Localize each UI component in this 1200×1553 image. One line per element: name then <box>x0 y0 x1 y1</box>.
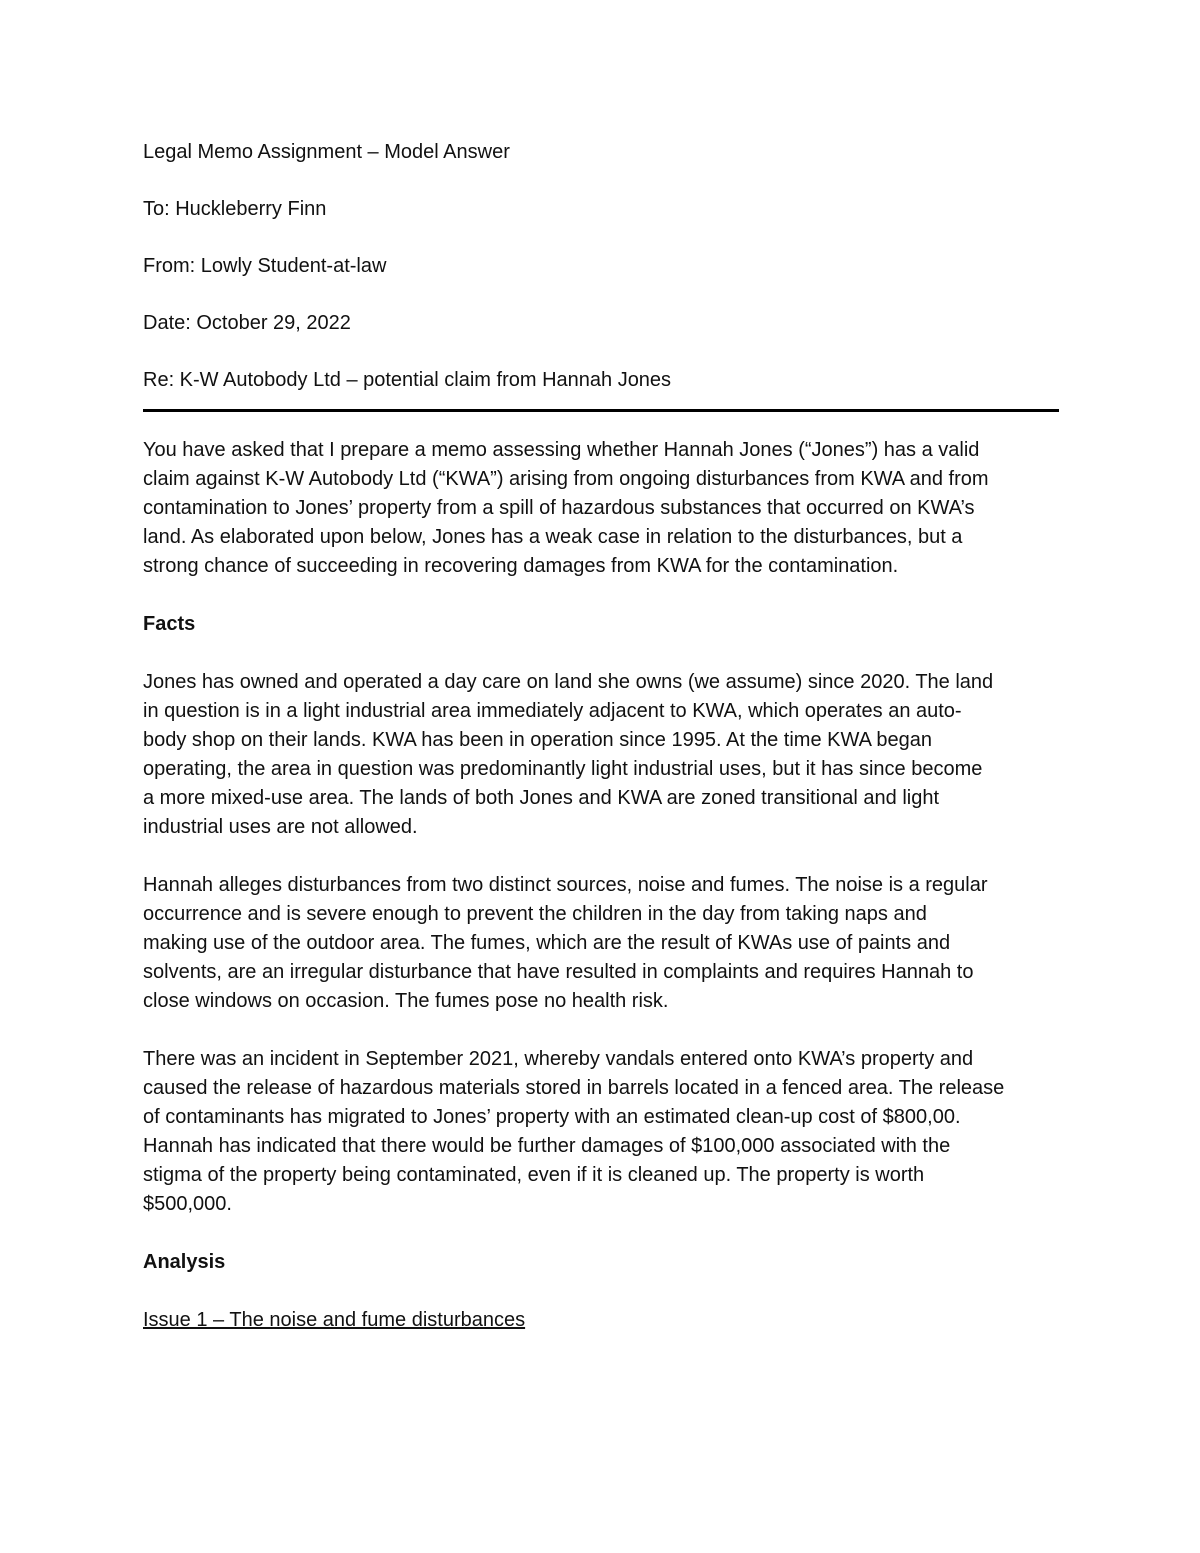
memo-page <box>143 138 1063 1335</box>
analysis-heading: Analysis <box>143 1251 226 1273</box>
header-divider <box>143 409 1059 412</box>
memo-re: Re: K-W Autobody Ltd – potential claim from Hannah Jones <box>143 369 672 391</box>
facts-line: solvents, are an irregular disturbance that have resulted in complaints and requires Hannah to <box>143 961 974 983</box>
intro-line: contamination to Jones’ property from a spill of hazardous substances that occurred on KWA’s <box>143 497 975 519</box>
facts-line: of contaminants has migrated to Jones’ property with an estimated clean-up cost of $800,00. <box>143 1106 961 1128</box>
facts-line: stigma of the property being contaminated, even if it is cleaned up. The property is worth <box>143 1164 925 1186</box>
facts-paragraph-3 <box>143 1045 1063 1219</box>
facts-paragraph-2 <box>143 871 1063 1016</box>
facts-line: Hannah alleges disturbances from two distinct sources, noise and fumes. The noise is a regular <box>143 874 988 896</box>
intro-line: claim against K-W Autobody Ltd (“KWA”) arising from ongoing disturbances from KWA and from <box>143 468 989 490</box>
facts-line: There was an incident in September 2021, whereby vandals entered onto KWA’s property and <box>143 1048 974 1070</box>
facts-line: in question is in a light industrial area immediately adjacent to KWA, which operates an auto- <box>143 700 962 722</box>
memo-title: Legal Memo Assignment – Model Answer <box>143 141 510 163</box>
issue-1-heading: Issue 1 – The noise and fume disturbances <box>143 1309 526 1331</box>
facts-line: making use of the outdoor area. The fumes, which are the result of KWAs use of paints and <box>143 932 951 954</box>
memo-date: Date: October 29, 2022 <box>143 312 351 334</box>
facts-paragraph-1 <box>143 668 1063 842</box>
facts-line: operating, the area in question was predominantly light industrial uses, but it has since become <box>143 758 983 780</box>
intro-paragraph <box>143 436 1063 581</box>
facts-heading: Facts <box>143 613 196 635</box>
facts-line: Jones has owned and operated a day care on land she owns (we assume) since 2020. The land <box>143 671 994 693</box>
facts-line: industrial uses are not allowed. <box>143 816 418 838</box>
facts-line: occurrence and is severe enough to prevent the children in the day from taking naps and <box>143 903 927 925</box>
memo-from: From: Lowly Student-at-law <box>143 255 387 277</box>
intro-line: You have asked that I prepare a memo assessing whether Hannah Jones (“Jones”) has a valid <box>143 439 980 461</box>
memo-to: To: Huckleberry Finn <box>143 198 327 220</box>
facts-line: body shop on their lands. KWA has been in operation since 1995. At the time KWA began <box>143 729 933 751</box>
facts-line: a more mixed-use area. The lands of both Jones and KWA are zoned transitional and light <box>143 787 940 809</box>
facts-line: caused the release of hazardous materials stored in barrels located in a fenced area. The release <box>143 1077 1005 1099</box>
facts-line: $500,000. <box>143 1193 232 1215</box>
intro-line: land. As elaborated upon below, Jones has a weak case in relation to the disturbances, but a <box>143 526 963 548</box>
facts-line: close windows on occasion. The fumes pose no health risk. <box>143 990 669 1012</box>
facts-line: Hannah has indicated that there would be further damages of $100,000 associated with the <box>143 1135 951 1157</box>
intro-line: strong chance of succeeding in recovering damages from KWA for the contamination. <box>143 555 899 577</box>
